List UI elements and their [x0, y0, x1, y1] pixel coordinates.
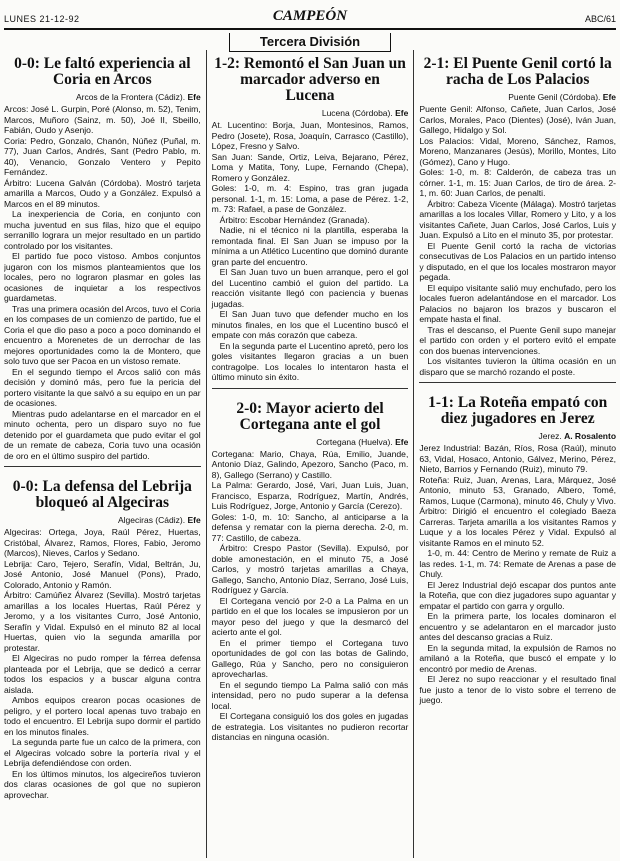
- dateline-place: Lucena (Córdoba).: [321, 108, 393, 118]
- article-headline: 1-2: Remontó el San Juan un marcador adverso en Lucena: [214, 55, 406, 104]
- article-paragraph: Los Palacios: Vidal, Moreno, Sánchez, Ramos, Moreno, Manzanares (Jesús), Morillo, Montes, Lito (Gómez), Cano y Hugo.: [419, 135, 616, 167]
- article-paragraph: Coria: Pedro, Gonzalo, Chanón, Núñez (Puñal, m. 77), Juan Carlos, Andrés, Sant (Pedro Pablo, m. 40), Venancio, Gonzalo Ventero y Pepito Fernández.: [4, 135, 201, 177]
- article-paragraph: Roteña: Ruiz, Juan, Arenas, Lara, Márquez, José Antonio, minuto 53, Granado, Albero, Tomé, Ramos, Luque (Carmona), minuto 46, Chuly y Vivo.: [419, 474, 616, 506]
- article-dateline: [212, 437, 409, 447]
- article-paragraph: Árbitro: Crespo Pastor (Sevilla). Expulsó, por doble amonestación, en el minuto 75, a José Carlos, y mostró tarjetas amarillas a Chaya, Gallego, Sancho, Antonio Díaz, Serrano, José Luis, Rodríguez y García.: [211, 543, 409, 595]
- article-cortegana: [212, 388, 409, 743]
- article-paragraph: En la segunda mitad, la expulsión de Ramos no amilanó a la Roteña, que buscó el empate y lo encontró por medio de Arenas.: [419, 642, 616, 674]
- article-paragraph: Árbitro: Lucena Galván (Córdoba). Mostró tarjeta amarilla a Marcos, Oudo y a González. Expulsó a Marcos en el 89 minutos.: [4, 177, 201, 209]
- article-paragraph: El Algeciras no pudo romper la férrea defensa planteada por el Lebrija, que se dedicó a cerrar todos los espacios y a buscar alguna contra aislada.: [4, 653, 201, 695]
- article-paragraph: En la primera parte, los locales dominaron el encuentro y se adelantaron en el marcador justo antes del descanso gracias a Ruiz.: [419, 611, 616, 642]
- article-paragraph: Tras el descanso, el Puente Genil supo manejar el partido con orden y el portero evitó el empate con dos buenas intervenciones.: [419, 324, 616, 356]
- article-dateline: [212, 108, 409, 118]
- article-paragraph: Cortegana: Mario, Chaya, Rúa, Emilio, Juande, Antonio Díaz, Galindo, Apezoro, Sancho (Paco, m. 8), Gallego (Serrano) y Castillo.: [211, 448, 409, 480]
- article-paragraph: San Juan: Sande, Ortiz, Leiva, Bejarano, Pérez, Loma y Matita, Tony, Lupe, Fernando (Chepa), Romero y González.: [211, 151, 409, 183]
- newspaper-page: [4, 2, 616, 858]
- article-paragraph: El partido fue poco vistoso. Ambos conjuntos jugaron con los mismos planteamientos que los locales, pero no lograron plasmar en goles las ocasiones de inquietar a los respectivos guardametas.: [4, 251, 201, 303]
- article-paragraph: Árbitro: Camúñez Álvarez (Sevilla). Mostró tarjetas amarillas a los locales Huertas, Raúl Pérez y Jeromo, y a los visitantes Curro, José Antonio, Serafín y Vidal. Expulsó en el minuto 82 al local Huertas, quien vio la segunda amarilla por protestar.: [4, 590, 201, 653]
- article-coria: [4, 56, 201, 461]
- column-3: [413, 50, 616, 858]
- article-paragraph: Goles: 1-0, m. 4: Espino, tras gran jugada personal. 1-1, m. 15: Loma, a pase de Pérez. 1-2, m. 73: Rafael, a pase de González.: [211, 183, 409, 214]
- article-headline: 0-0: Le faltó experiencia al Coria en Arcos: [14, 55, 191, 88]
- article-paragraph: En los últimos minutos, los algecireños tuvieron dos claras ocasiones de gol que no supieron aprovechar.: [4, 768, 201, 800]
- article-paragraph: Tras una primera ocasión del Arcos, tuvo el Coria en los compases de un comienzo de partido, fue el Coria el que dio paso a poco a poco dominando el encuentro a Morenetes de un derrochar de las mejores oportunidades como la de Montero, que solo tuvo que ser Pacoa en un vistoso remate.: [4, 303, 201, 366]
- dateline-agency: A. Rosalento: [564, 431, 616, 441]
- article-paragraph: Los visitantes tuvieron la última ocasión en un disparo que se marchó rozando el poste.: [419, 356, 616, 377]
- dateline-place: Arcos de la Frontera (Cádiz).: [75, 92, 186, 102]
- article-paragraph: El Jerez no supo reaccionar y el resultado final fue justo a tenor de lo visto sobre el terreno de juego.: [419, 674, 616, 705]
- article-dateline: [4, 92, 201, 102]
- dateline-agency: Efe: [395, 108, 409, 118]
- dateline-place: Algeciras (Cádiz).: [117, 515, 186, 525]
- article-paragraph: El Cortegana venció por 2-0 a La Palma en un partido en el que los locales se impusieron por un mayor peso del juego y que la desmarcó del acierto ante el gol.: [211, 595, 409, 637]
- article-paragraph: La inexperiencia de Coria, en conjunto con mucha juventud en sus filas, hizo que el equipo serranillo lograra un mejor resultado en un partido controlado por los visitantes.: [4, 209, 201, 251]
- article-paragraph: La Palma: Gerardo, José, Vari, Juan Luis, Juan, Francisco, Esparza, Rodríguez, Martín, Andrés, Luis Rodríguez, Jorge, Antonio y García (Cerezo).: [211, 480, 409, 511]
- article-paragraph: Jerez Industrial: Bazán, Ríos, Rosa (Raúl), minuto 63, Vidal, Hosaco, Antonio, Gálvez, Merino, Pérez, Nieto, Barrios y Fernando (Ruiz), minuto 79.: [419, 443, 616, 474]
- dateline-agency: Efe: [395, 436, 409, 447]
- columns: [4, 50, 616, 858]
- article-paragraph: En el primer tiempo el Cortegana tuvo oportunidades de gol con las botas de Galindo, Gallego, Rúa y Sancho, pero no consiguieron aprovecharlas.: [211, 637, 409, 679]
- column-2: [206, 50, 414, 858]
- article-headline: 0-0: La defensa del Lebrija bloqueó al Algeciras: [12, 478, 192, 511]
- article-paragraph: 1-0, m. 44: Centro de Merino y remate de Ruiz a las redes. 1-1, m. 74: Remate de Arenas a pase de Chuly.: [419, 548, 616, 579]
- dateline-agency: Efe: [602, 92, 616, 102]
- article-paragraph: Puente Genil: Alfonso, Cañete, Juan Carlos, José Carlos, Morales, Paco (Dientes) (José), Iván Juan, Gallego, Hidalgo y Sol.: [419, 104, 616, 135]
- article-paragraph: El San Juan tuvo que defender mucho en los minutos finales, en los que el Lucentino buscó el empate con más corazón que cabeza.: [211, 309, 409, 340]
- article-paragraph: La segunda parte fue un calco de la primera, con el Algeciras volcado sobre la portería rival y el Lebrija defendiéndose con orden.: [4, 737, 201, 768]
- article-paragraph: En el segundo tiempo el Arcos salió con más decisión y dominó más, pero fue la pericia del portero visitante la que salvó a su equipo en un par de ocasiones.: [4, 366, 201, 408]
- article-dateline: [419, 431, 616, 441]
- article-paragraph: En la segunda parte el Lucentino apretó, pero los goles visitantes llegaron gracias a un buen contragolpe. Los locales lo intentaron hasta el último minuto sin éxito.: [211, 340, 409, 382]
- article-dateline: [419, 92, 616, 102]
- article-lucena: [212, 56, 409, 383]
- article-paragraph: Lebrija: Caro, Tejero, Serafín, Vidal, Beltrán, Ju, José Antonio, José Manuel (Pons), Prado, Colorado, Antonio y Ramón.: [4, 558, 201, 590]
- section-title: CAMPEÓN: [272, 8, 348, 24]
- dateline-place: Puente Genil (Córdoba).: [508, 92, 601, 102]
- article-paragraph: Goles: 1-0, m. 8: Calderón, de cabeza tras un córner. 1-1, m. 15: Juan Carlos, de tiro de área. 2-1, m. 60: Juan Carlos, de penalti.: [419, 167, 616, 198]
- article-paragraph: El Jerez Industrial dejó escapar dos puntos ante la Roteña, que con diez jugadores supo aguantar y empatar el partido con garra y orgullo.: [419, 579, 616, 611]
- article-paragraph: Árbitro: Cabeza Vicente (Málaga). Mostró tarjetas amarillas a los locales Villar, Romero y Lito, y a los visitantes Cañete, Juan Carlos, José Carlos, Luis y Juan. Expulsó a Lito en el minuto 35, por protestar.: [419, 198, 616, 240]
- article-paragraph: El Puente Genil cortó la racha de victorias consecutivas de Los Palacios en un partido intenso y disputado, en el que los locales mostraron mayor pegada.: [419, 240, 616, 282]
- division-heading: Tercera División: [229, 33, 391, 52]
- article-paragraph: Arcos: José L. Gurpin, Poré (Alonso, m. 52), Tenim, Marcos, Muñoro (Sainz, m. 50), Joé II, Sbeillo, Fabián, Oudo y Asenjo.: [4, 104, 201, 135]
- article-dateline: [4, 515, 201, 525]
- column-1: [4, 50, 206, 858]
- article-paragraph: El equipo visitante salió muy enchufado, pero los locales fueron adelantándose en el marcador. Los Palacios no bajaron los brazos y buscaron el empate hasta el final.: [419, 282, 616, 324]
- article-paragraph: At. Lucentino: Borja, Juan, Montesinos, Ramos, Pedro (Josete), Rosa, Joaquín, Carrasco (Castillo), López, Fresno y Salvo.: [211, 120, 409, 151]
- article-headline: 2-0: Mayor acierto del Cortegana ante el gol: [236, 399, 384, 433]
- dateline-agency: Efe: [187, 92, 201, 102]
- article-paragraph: Árbitro: Dirigió el encuentro el colegiado Baeza Carreras. Tarjeta amarilla a los visitantes Ramos y Luque y a los locales Pérez y Vidal. Expulsó al visitante Ramos en el minuto 52.: [419, 506, 616, 548]
- article-paragraph: Nadie, ni el técnico ni la plantilla, esperaba la remontada final. El San Juan se impuso por la mínima a un Atlético Lucentino que dominó durante gran parte del encuentro.: [211, 225, 409, 267]
- article-lebrija: [4, 466, 201, 800]
- article-puente-genil: [419, 56, 616, 377]
- article-paragraph: El San Juan tuvo un buen arranque, pero el gol del Lucentino cambió el guion del partido. La reacción visitante llegó con paciencia y buenas jugadas.: [211, 267, 409, 309]
- dateline-place: Cortegana (Huelva).: [316, 436, 393, 447]
- article-headline: 1-1: La Roteña empató con diez jugadores en Jerez: [428, 394, 608, 427]
- article-rotena: [419, 382, 616, 706]
- issue-date: LUNES 21-12-92: [4, 14, 80, 24]
- article-headline: 2-1: El Puente Genil cortó la racha de Los Palacios: [423, 55, 612, 88]
- article-paragraph: Algeciras: Ortega, Joya, Raúl Pérez, Huertas, Cristóbal, Álvarez, Ramos, Flores, Fabio, Jeromo (Marcos), Nieves, Carlos y Sedano.: [4, 527, 201, 558]
- article-paragraph: Árbitro: Escobar Hernández (Granada).: [219, 214, 370, 225]
- dateline-place: Jerez.: [538, 431, 562, 441]
- article-paragraph: Goles: 1-0, m. 10: Sancho, al anticiparse a la defensa y rematar con la pierna derecha. 2-0, m. 77: Castillo, de cabeza.: [211, 511, 409, 543]
- article-paragraph: Ambos equipos crearon pocas ocasiones de peligro, y el portero local apenas tuvo trabajo en todo el encuentro. El Lebrija supo dormir el partido en los minutos finales.: [4, 695, 201, 737]
- page-header: [4, 2, 616, 30]
- article-paragraph: Mientras pudo adelantarse en el marcador en el minuto ochenta, pero un disparo suyo no fue detenido por el guardameta que pudo evitar el gol de un remate de cabeza, Coria tuvo una ocasión de oro en el último suspiro del partido.: [4, 408, 201, 461]
- article-paragraph: El Cortegana consiguió los dos goles en jugadas de estrategia. Los visitantes no pudieron recortar distancias en ninguna ocasión.: [211, 711, 409, 742]
- dateline-agency: Efe: [187, 515, 201, 525]
- article-paragraph: En el segundo tiempo La Palma salió con más intensidad, pero no pudo superar a la defensa local.: [211, 679, 409, 711]
- page-number: ABC/61: [584, 14, 616, 24]
